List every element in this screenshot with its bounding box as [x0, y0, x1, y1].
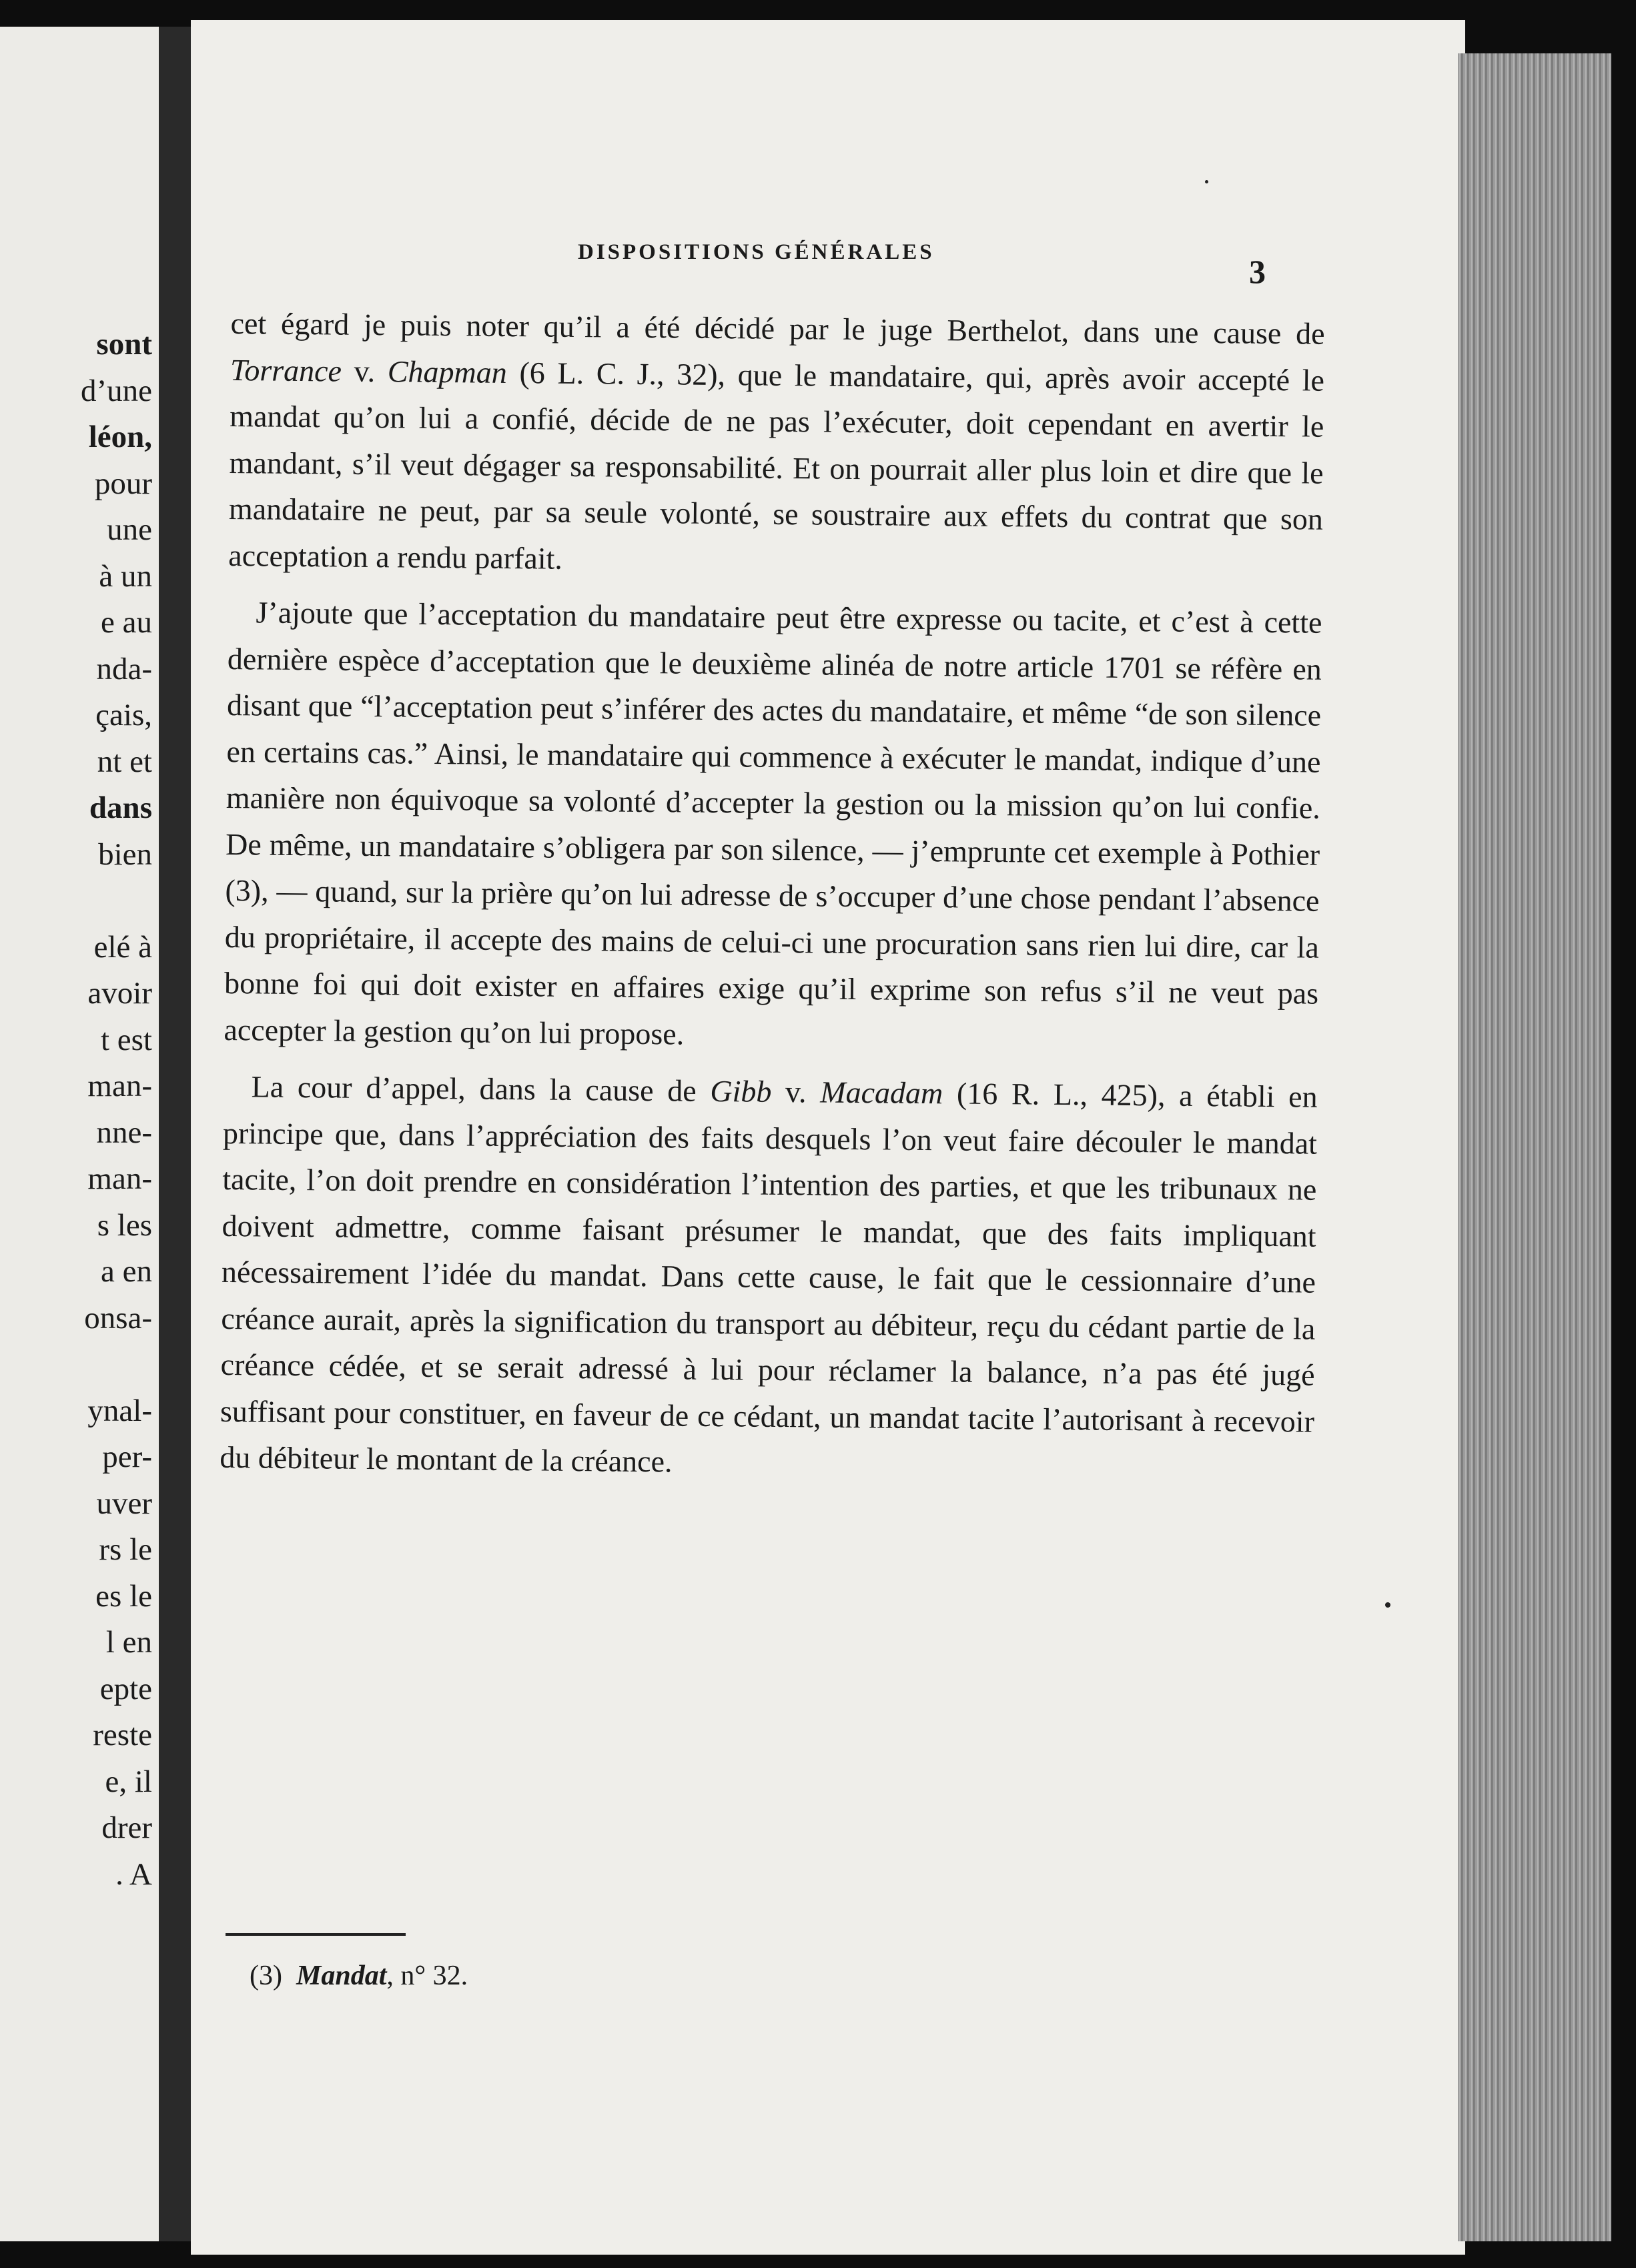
left-page-line-fragment: s les	[97, 1207, 152, 1243]
footnote	[250, 1960, 468, 1992]
left-page-fragment	[0, 27, 159, 2241]
left-page-line-fragment: léon,	[88, 420, 152, 454]
page-number: 3	[1249, 253, 1266, 290]
left-page-line-fragment: pour	[94, 466, 152, 501]
left-page-line-fragment: rs le	[99, 1532, 152, 1567]
left-page-line-fragment: reste	[93, 1718, 152, 1752]
left-page-line-fragment: drer	[101, 1810, 152, 1845]
left-page-line-fragment: a en	[101, 1254, 152, 1289]
left-page-line-fragment: man-	[87, 1161, 152, 1196]
left-page-line-fragment: es le	[95, 1578, 152, 1614]
footnote-marker: (3)	[250, 1960, 282, 1991]
left-page-line-fragment: t est	[100, 1022, 152, 1057]
footnote-rule	[226, 1933, 406, 1936]
left-page-line-fragment: nne-	[96, 1115, 152, 1150]
speck	[1385, 1602, 1390, 1608]
left-page-line-fragment: uver	[96, 1486, 152, 1521]
left-page-line-fragment: l en	[105, 1625, 152, 1660]
left-page-line-fragment: per-	[102, 1440, 152, 1474]
case-name: Chapman	[387, 354, 508, 390]
left-page-line-fragment: elé à	[93, 929, 152, 965]
footnote-ref: , n° 32.	[386, 1960, 468, 1991]
left-page-line-fragment: à un	[99, 558, 152, 594]
left-page-line-fragment: man-	[87, 1069, 152, 1103]
left-page-line-fragment: nda-	[96, 651, 152, 686]
left-page-line-fragment: une	[107, 512, 152, 547]
left-page-line-fragment: bien	[98, 836, 152, 872]
left-page-line-fragment: epte	[99, 1671, 152, 1706]
case-name: Torrance	[230, 352, 342, 388]
running-head: DISPOSITIONS GÉNÉRALES	[578, 240, 935, 264]
body-text	[220, 300, 1325, 1502]
right-page	[191, 20, 1465, 2255]
case-name: Gibb	[710, 1073, 772, 1109]
paragraph-3: La cour d’appel, dans la cause de Gibb v. Macadam (16 R. L., 425), a établi en principe que, dans l’appréciation des faits desquels l’on veut faire découler le mandat tacite, l’on doit prendre en considération l’intention des parties, et que les tribunaux ne doivent admettre, comme faisant présumer le mandat, que des faits impliquant nécessairement l’idée du mandat. Dans cette cause, le fait que le cessionnaire d’une créance aurait, après la signification du transport au débiteur, reçu du cédant partie de la créance cédée, et se serait adressé à lui pour réclamer la balance, n’a pas été jugé suffisant pour constituer, en faveur de ce cédant, un mandat tacite l’autorisant à recevoir du débiteur le montant de la créance.	[220, 1069, 1318, 1479]
left-page-line-fragment: e au	[101, 605, 152, 640]
left-page-line-fragment: avoir	[87, 976, 152, 1011]
page-edge	[1458, 53, 1611, 2241]
book-gutter	[159, 27, 191, 2241]
left-page-line-fragment: d’une	[80, 373, 152, 408]
left-page-line-fragment: onsa-	[84, 1300, 152, 1335]
paragraph-2: J’ajoute que l’acceptation du mandataire peut être expresse ou tacite, et c’est à cette dernière espèce d’acceptation que le deuxième alinéa de notre article 1701 se réfère en disant que “l’acceptation peut s’inférer des actes du mandataire, et même “de son silence en certains cas.” Ainsi, le mandataire qui commence à exécuter le mandat, indique d’une manière non équivoque sa volonté d’accepter la gestion ou la mission qu’on lui confie. De même, un mandataire s’obligera par son silence, — j’emprunte cet exemple à Pothier (3), — quand, sur la prière qu’on lui adresse de s’occuper d’une chose pendant l’absence du propriétaire, il accepte des mains de celui-ci une procuration sans rien lui dire, car la bonne foi qui doit exister en affaires exige qu’il exprime son refus s’il ne veut pas accepter la gestion qu’on lui propose.	[224, 595, 1322, 1051]
left-page-line-fragment: . A	[115, 1856, 152, 1892]
footnote-work: Mandat	[296, 1960, 387, 1991]
left-page-line-fragment: ynal-	[87, 1393, 152, 1428]
left-page-line-fragment: çais,	[95, 698, 152, 732]
case-name: Macadam	[820, 1075, 943, 1111]
left-page-line-fragment: e, il	[105, 1764, 152, 1799]
paragraph-1: cet égard je puis noter qu’il a été décidé par le juge Berthelot, dans une cause de Torrance v. Chapman (6 L. C. J., 32), que le mandataire, qui, après avoir accepté le mandat qu’on lui a confié, décide de ne pas l’exécuter, doit cependant en avertir le mandant, s’il veut dégager sa responsabilité. Et on pourrait aller plus loin et dire que le mandataire ne peut, par sa seule volonté, se soustraire aux effets du contrat que son acceptation a rendu parfait.	[228, 306, 1325, 576]
speck	[1205, 180, 1208, 183]
left-page-line-fragment: nt et	[97, 744, 152, 779]
left-page-line-fragment: sont	[96, 327, 152, 362]
left-page-line-fragment: dans	[89, 790, 152, 825]
